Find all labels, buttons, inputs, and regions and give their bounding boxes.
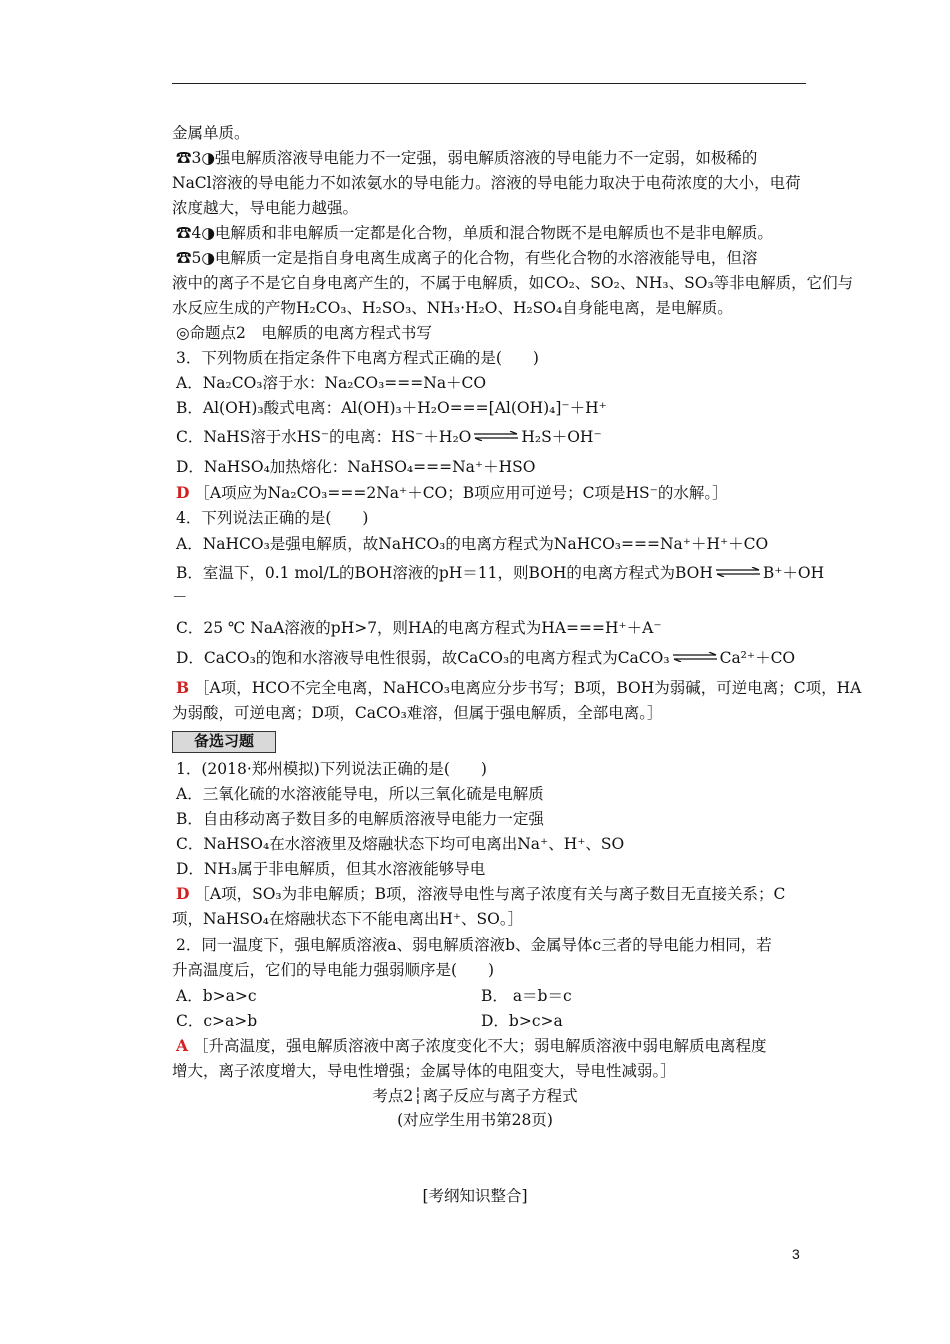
option-d: D．NaHSO₄加热熔化：NaHSO₄===Na⁺＋HSO bbox=[176, 458, 536, 476]
option-c: C．NaHSO₄在水溶液里及熔融状态下均可电离出Na⁺、H⁺、SO bbox=[176, 835, 625, 853]
text-line: 金属单质。 bbox=[172, 124, 250, 142]
option-a: A．三氧化硫的水溶液能导电，所以三氧化硫是电解质 bbox=[176, 785, 544, 803]
section-heading: ◎命题点2 电解质的电离方程式书写 bbox=[176, 324, 432, 342]
text-line: 浓度越大，导电能力越强。 bbox=[172, 199, 359, 217]
answer-text: ［升高温度，强电解质溶液中离子浓度变化不大；弱电解质溶液中弱电解质电离程度 bbox=[192, 1037, 767, 1055]
text-line: 液中的离子不是它自身电离产生的，不属于电解质，如CO₂、SO₂、NH₃、SO₃等非电解质，它们与 bbox=[172, 274, 854, 292]
option-b-right: B⁺＋OH bbox=[762, 564, 825, 582]
text-line: 项，NaHSO₄在熔融状态下不能电离出H⁺、SO。］ bbox=[172, 910, 524, 928]
reversible-arrow-icon bbox=[672, 652, 718, 662]
text-line: ☎4◑电解质和非电解质一定都是化合物，单质和混合物既不是电解质也不是非电解质。 bbox=[176, 224, 773, 242]
answer-e1 bbox=[176, 883, 785, 905]
option-b: B．Al(OH)₃酸式电离：Al(OH)₃＋H₂O===[Al(OH)₄]⁻＋H⁺ bbox=[176, 399, 607, 417]
option-d: D．b>c>a bbox=[481, 1012, 563, 1030]
option-d-right: Ca²⁺＋CO bbox=[719, 649, 796, 667]
option-d: D．NH₃属于非电解质，但其水溶液能够导电 bbox=[176, 860, 486, 878]
answer-letter: B bbox=[176, 678, 190, 697]
option-b-left: B．室温下，0.1 mol/L的BOH溶液的pH＝11，则BOH的电离方程式为BOH bbox=[176, 564, 713, 582]
section-title: 考点2┆离子反应与离子方程式 bbox=[372, 1087, 578, 1105]
text-line: 为弱酸，可逆电离；D项，CaCO₃难溶，但属于强电解质，全部电离。］ bbox=[172, 704, 663, 722]
page-number: 3 bbox=[792, 1246, 800, 1262]
answer-3 bbox=[176, 482, 728, 504]
section-subtitle: (对应学生用书第28页) bbox=[397, 1111, 553, 1129]
option-b: B．自由移动离子数目多的电解质溶液导电能力一定强 bbox=[176, 810, 544, 828]
text-line: 升高温度后，它们的导电能力强弱顺序是( ) bbox=[172, 961, 495, 979]
reversible-arrow-icon bbox=[715, 567, 761, 577]
option-a: A．NaHCO₃是强电解质，故NaHCO₃的电离方程式为NaHCO₃===Na⁺＋H⁺＋CO bbox=[176, 535, 769, 553]
text-line: 增大，离子浓度增大，导电性增强；金属导体的电阻变大，导电性减弱。］ bbox=[172, 1062, 676, 1080]
option-d bbox=[176, 647, 795, 669]
option-c bbox=[176, 426, 602, 448]
text-line: － bbox=[172, 588, 188, 606]
exercise-1: 1．(2018·郑州模拟)下列说法正确的是( ) bbox=[176, 760, 487, 778]
answer-letter: D bbox=[176, 884, 190, 903]
option-c-left: C．NaHS溶于水HS⁻的电离：HS⁻＋H₂O bbox=[176, 428, 472, 446]
header-rule bbox=[172, 83, 806, 84]
answer-4 bbox=[176, 677, 861, 699]
option-a: A．b>a>c bbox=[176, 987, 257, 1005]
answer-letter: D bbox=[176, 483, 190, 502]
option-b: B． a＝b＝c bbox=[481, 987, 572, 1005]
section-badge: 备选习题 bbox=[172, 731, 276, 753]
text-line: NaCl溶液的导电能力不如浓氨水的导电能力。溶液的导电能力取决于电荷浓度的大小，电荷 bbox=[172, 174, 801, 192]
question-3: 3．下列物质在指定条件下电离方程式正确的是( ) bbox=[176, 349, 539, 367]
outline-heading: [考纲知识整合] bbox=[422, 1187, 528, 1205]
option-b bbox=[176, 562, 824, 584]
question-4: 4．下列说法正确的是( ) bbox=[176, 509, 369, 527]
answer-text: ［A项，SO₃为非电解质；B项，溶液导电性与离子浓度有关与离子数目无直接关系；C bbox=[194, 885, 786, 903]
text-line: ☎3◑强电解质溶液导电能力不一定强，弱电解质溶液的导电能力不一定弱，如极稀的 bbox=[176, 149, 758, 167]
answer-letter: A bbox=[176, 1036, 189, 1055]
option-a: A．Na₂CO₃溶于水：Na₂CO₃===Na＋CO bbox=[176, 374, 487, 392]
answer-e2 bbox=[176, 1035, 766, 1057]
answer-text: ［A项，HCO不完全电离，NaHCO₃电离应分步书写；B项，BOH为弱碱，可逆电离；C项，HA bbox=[194, 679, 862, 697]
option-d-left: D．CaCO₃的饱和水溶液导电性很弱，故CaCO₃的电离方程式为CaCO₃ bbox=[176, 649, 670, 667]
option-c: C．25 ℃ NaA溶液的pH>7，则HA的电离方程式为HA===H⁺＋A⁻ bbox=[176, 619, 662, 637]
option-c-right: H₂S＋OH⁻ bbox=[521, 428, 602, 446]
answer-text: ［A项应为Na₂CO₃===2Na⁺＋CO；B项应用可逆号；C项是HS⁻的水解。］ bbox=[194, 484, 728, 502]
option-c: C．c>a>b bbox=[176, 1012, 258, 1030]
reversible-arrow-icon bbox=[473, 431, 519, 441]
text-line: ☎5◑电解质一定是指自身电离生成离子的化合物，有些化合物的水溶液能导电，但溶 bbox=[176, 249, 758, 267]
text-line: 水反应生成的产物H₂CO₃、H₂SO₃、NH₃·H₂O、H₂SO₄自身能电离，是电解质。 bbox=[172, 299, 733, 317]
exercise-2: 2．同一温度下，强电解质溶液a、弱电解质溶液b、金属导体c三者的导电能力相同，若 bbox=[176, 936, 772, 954]
